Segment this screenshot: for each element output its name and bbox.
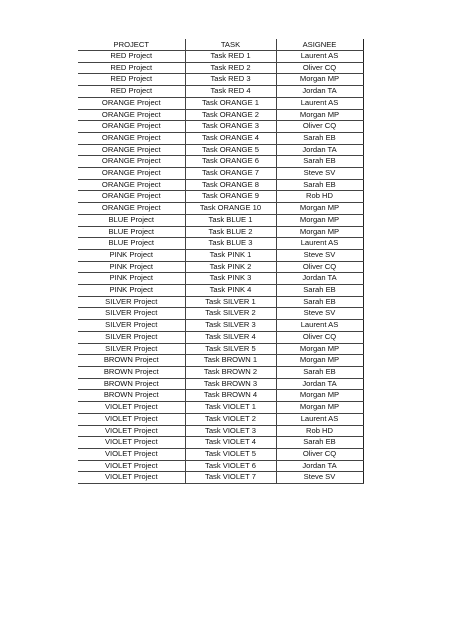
table-row bbox=[78, 121, 363, 133]
table-row bbox=[78, 273, 363, 285]
assignee-cell: Sarah EB bbox=[276, 132, 363, 144]
project-cell: ORANGE Project bbox=[78, 97, 185, 109]
assignee-cell: Laurent AS bbox=[276, 97, 363, 109]
table-row bbox=[78, 109, 363, 121]
table-row bbox=[78, 97, 363, 109]
assignee-cell: Laurent AS bbox=[276, 51, 363, 63]
project-cell: SILVER Project bbox=[78, 296, 185, 308]
assignee-cell: Jordan TA bbox=[276, 144, 363, 156]
task-cell: Task ORANGE 9 bbox=[185, 191, 276, 203]
project-cell: VIOLET Project bbox=[78, 402, 185, 414]
table-row bbox=[78, 214, 363, 226]
table-body bbox=[78, 51, 363, 484]
assignee-cell: Sarah EB bbox=[276, 179, 363, 191]
table-row bbox=[78, 343, 363, 355]
assignee-cell: Jordan TA bbox=[276, 460, 363, 472]
table-row bbox=[78, 425, 363, 437]
project-cell: RED Project bbox=[78, 74, 185, 86]
assignee-cell: Sarah EB bbox=[276, 437, 363, 449]
task-cell: Task SILVER 5 bbox=[185, 343, 276, 355]
assignee-cell: Steve SV bbox=[276, 168, 363, 180]
header-task: TASK bbox=[185, 39, 276, 51]
assignee-cell: Sarah EB bbox=[276, 285, 363, 297]
table-row bbox=[78, 296, 363, 308]
project-cell: SILVER Project bbox=[78, 343, 185, 355]
task-cell: Task ORANGE 5 bbox=[185, 144, 276, 156]
task-cell: Task PINK 3 bbox=[185, 273, 276, 285]
project-cell: ORANGE Project bbox=[78, 109, 185, 121]
project-cell: BLUE Project bbox=[78, 214, 185, 226]
table-row bbox=[78, 390, 363, 402]
project-cell: VIOLET Project bbox=[78, 460, 185, 472]
task-cell: Task ORANGE 3 bbox=[185, 121, 276, 133]
task-cell: Task ORANGE 4 bbox=[185, 132, 276, 144]
task-cell: Task SILVER 3 bbox=[185, 320, 276, 332]
project-cell: VIOLET Project bbox=[78, 425, 185, 437]
project-cell: VIOLET Project bbox=[78, 437, 185, 449]
assignee-cell: Morgan MP bbox=[276, 74, 363, 86]
assignee-cell: Steve SV bbox=[276, 308, 363, 320]
table-row bbox=[78, 366, 363, 378]
project-cell: RED Project bbox=[78, 51, 185, 63]
project-cell: PINK Project bbox=[78, 273, 185, 285]
assignee-cell: Sarah EB bbox=[276, 296, 363, 308]
project-cell: BLUE Project bbox=[78, 238, 185, 250]
task-cell: Task VIOLET 7 bbox=[185, 472, 276, 484]
project-cell: PINK Project bbox=[78, 261, 185, 273]
table-row bbox=[78, 472, 363, 484]
table-row bbox=[78, 132, 363, 144]
assignee-cell: Steve SV bbox=[276, 249, 363, 261]
task-cell: Task BROWN 1 bbox=[185, 355, 276, 367]
assignee-cell: Jordan TA bbox=[276, 86, 363, 98]
task-cell: Task BROWN 2 bbox=[185, 366, 276, 378]
task-cell: Task BROWN 4 bbox=[185, 390, 276, 402]
table-row bbox=[78, 238, 363, 250]
task-cell: Task BLUE 2 bbox=[185, 226, 276, 238]
assignee-cell: Laurent AS bbox=[276, 320, 363, 332]
task-cell: Task ORANGE 8 bbox=[185, 179, 276, 191]
project-cell: PINK Project bbox=[78, 249, 185, 261]
table-row bbox=[78, 168, 363, 180]
project-cell: ORANGE Project bbox=[78, 144, 185, 156]
task-cell: Task RED 2 bbox=[185, 62, 276, 74]
assignee-cell: Morgan MP bbox=[276, 203, 363, 215]
table-row bbox=[78, 74, 363, 86]
table-row bbox=[78, 156, 363, 168]
table-row bbox=[78, 203, 363, 215]
table-row bbox=[78, 179, 363, 191]
table-row bbox=[78, 355, 363, 367]
task-cell: Task ORANGE 6 bbox=[185, 156, 276, 168]
task-cell: Task SILVER 4 bbox=[185, 331, 276, 343]
table-row bbox=[78, 86, 363, 98]
task-cell: Task VIOLET 1 bbox=[185, 402, 276, 414]
task-cell: Task VIOLET 4 bbox=[185, 437, 276, 449]
project-cell: ORANGE Project bbox=[78, 156, 185, 168]
assignee-cell: Morgan MP bbox=[276, 355, 363, 367]
table-row bbox=[78, 413, 363, 425]
table-row bbox=[78, 308, 363, 320]
assignee-cell: Morgan MP bbox=[276, 390, 363, 402]
assignee-cell: Morgan MP bbox=[276, 214, 363, 226]
task-cell: Task PINK 1 bbox=[185, 249, 276, 261]
table-row bbox=[78, 249, 363, 261]
table-header-row bbox=[78, 39, 363, 51]
assignee-cell: Rob HD bbox=[276, 191, 363, 203]
task-cell: Task RED 1 bbox=[185, 51, 276, 63]
assignee-cell: Oliver CQ bbox=[276, 448, 363, 460]
project-cell: BROWN Project bbox=[78, 366, 185, 378]
task-cell: Task VIOLET 5 bbox=[185, 448, 276, 460]
table-row bbox=[78, 437, 363, 449]
table-row bbox=[78, 378, 363, 390]
task-cell: Task ORANGE 7 bbox=[185, 168, 276, 180]
project-cell: ORANGE Project bbox=[78, 203, 185, 215]
header-assignee: ASIGNEE bbox=[276, 39, 363, 51]
assignee-cell: Oliver CQ bbox=[276, 261, 363, 273]
table-row bbox=[78, 285, 363, 297]
project-cell: SILVER Project bbox=[78, 308, 185, 320]
assignee-cell: Morgan MP bbox=[276, 343, 363, 355]
table-row bbox=[78, 460, 363, 472]
assignee-cell: Jordan TA bbox=[276, 273, 363, 285]
project-cell: SILVER Project bbox=[78, 331, 185, 343]
table-row bbox=[78, 144, 363, 156]
project-cell: RED Project bbox=[78, 62, 185, 74]
table-row bbox=[78, 191, 363, 203]
project-cell: SILVER Project bbox=[78, 320, 185, 332]
project-cell: VIOLET Project bbox=[78, 448, 185, 460]
table-row bbox=[78, 331, 363, 343]
project-cell: VIOLET Project bbox=[78, 413, 185, 425]
project-cell: RED Project bbox=[78, 86, 185, 98]
project-cell: ORANGE Project bbox=[78, 132, 185, 144]
assignee-cell: Rob HD bbox=[276, 425, 363, 437]
project-cell: ORANGE Project bbox=[78, 121, 185, 133]
task-cell: Task RED 4 bbox=[185, 86, 276, 98]
project-cell: BROWN Project bbox=[78, 355, 185, 367]
assignee-cell: Laurent AS bbox=[276, 238, 363, 250]
task-cell: Task VIOLET 2 bbox=[185, 413, 276, 425]
assignee-cell: Oliver CQ bbox=[276, 331, 363, 343]
assignee-cell: Oliver CQ bbox=[276, 62, 363, 74]
assignee-cell: Morgan MP bbox=[276, 402, 363, 414]
task-cell: Task ORANGE 2 bbox=[185, 109, 276, 121]
task-cell: Task VIOLET 3 bbox=[185, 425, 276, 437]
table-row bbox=[78, 448, 363, 460]
project-cell: VIOLET Project bbox=[78, 472, 185, 484]
task-cell: Task SILVER 1 bbox=[185, 296, 276, 308]
task-cell: Task ORANGE 1 bbox=[185, 97, 276, 109]
table-row bbox=[78, 62, 363, 74]
task-assignment-table bbox=[78, 39, 364, 484]
task-cell: Task RED 3 bbox=[185, 74, 276, 86]
table-row bbox=[78, 320, 363, 332]
assignee-cell: Sarah EB bbox=[276, 366, 363, 378]
task-cell: Task BLUE 1 bbox=[185, 214, 276, 226]
assignee-cell: Steve SV bbox=[276, 472, 363, 484]
task-cell: Task BLUE 3 bbox=[185, 238, 276, 250]
project-cell: BROWN Project bbox=[78, 390, 185, 402]
task-cell: Task BROWN 3 bbox=[185, 378, 276, 390]
assignee-cell: Oliver CQ bbox=[276, 121, 363, 133]
project-cell: ORANGE Project bbox=[78, 191, 185, 203]
assignee-cell: Jordan TA bbox=[276, 378, 363, 390]
table-row bbox=[78, 402, 363, 414]
assignee-cell: Morgan MP bbox=[276, 226, 363, 238]
assignee-cell: Sarah EB bbox=[276, 156, 363, 168]
task-cell: Task PINK 2 bbox=[185, 261, 276, 273]
table-row bbox=[78, 51, 363, 63]
header-project: PROJECT bbox=[78, 39, 185, 51]
task-cell: Task PINK 4 bbox=[185, 285, 276, 297]
task-cell: Task VIOLET 6 bbox=[185, 460, 276, 472]
table-row bbox=[78, 226, 363, 238]
task-cell: Task SILVER 2 bbox=[185, 308, 276, 320]
assignee-cell: Morgan MP bbox=[276, 109, 363, 121]
project-cell: ORANGE Project bbox=[78, 168, 185, 180]
project-cell: BROWN Project bbox=[78, 378, 185, 390]
project-cell: PINK Project bbox=[78, 285, 185, 297]
project-cell: BLUE Project bbox=[78, 226, 185, 238]
table-row bbox=[78, 261, 363, 273]
assignee-cell: Laurent AS bbox=[276, 413, 363, 425]
task-cell: Task ORANGE 10 bbox=[185, 203, 276, 215]
project-cell: ORANGE Project bbox=[78, 179, 185, 191]
